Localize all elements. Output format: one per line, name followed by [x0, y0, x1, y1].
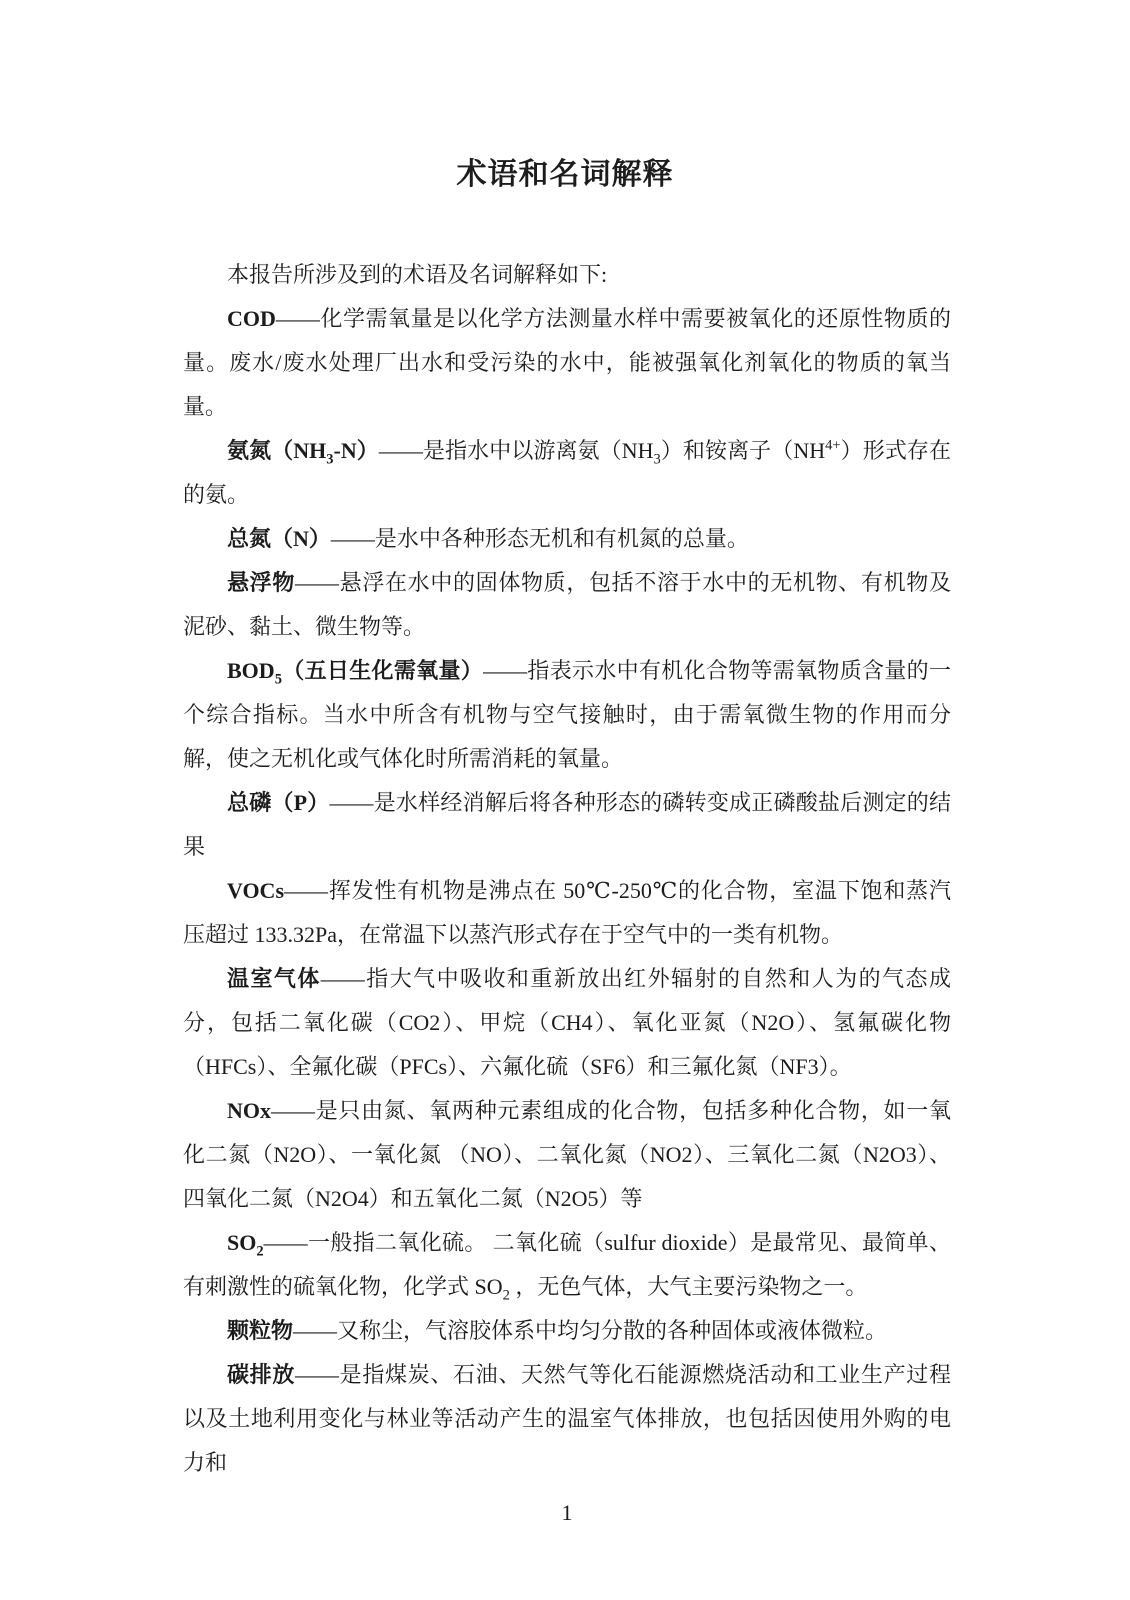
definition-text: 2: [502, 1287, 510, 1304]
definition-text: ）形式存在的氨。: [183, 438, 951, 507]
para-nox: [183, 1089, 951, 1221]
definition-text: ——化学需氧量是以化学方法测量水样中需要被氧化的还原性物质的量。废水/废水处理厂出水和受污染的水中，能被强氧化剂氧化的物质的氧当量。: [183, 306, 951, 419]
term-text: 颗粒物: [227, 1318, 294, 1343]
term-text: （五日生化需氧量）: [281, 658, 484, 683]
term-text: SO: [227, 1230, 257, 1255]
definition-text: ——挥发性有机物是沸点在 50℃-250℃的化合物，室温下饱和蒸汽压超过 133.32Pa，在常温下以蒸汽形式存在于空气中的一类有机物。: [183, 878, 951, 947]
term-text: VOCs: [227, 878, 285, 903]
paragraph-list: [183, 253, 951, 1485]
definition-text: ——又称尘，气溶胶体系中均匀分散的各种固体或液体微粒。: [293, 1318, 888, 1343]
definition-text: ——是水样经消解后将各种形态的磷转变成正磷酸盐后测定的结果: [183, 790, 951, 859]
para-particulate-matter: [183, 1309, 951, 1353]
definition-text: 4+: [825, 437, 841, 454]
definition-text: ——是只由氮、氧两种元素组成的化合物，包括多种化合物，如一氧化二氮（N2O）、一氧化氮 （NO）、二氧化氮（NO2）、三氧化二氮（N2O3）、四氧化二氮（N2O4）和五氧化二氮（N2O5）等: [183, 1098, 951, 1211]
para-total-phosphorus: [183, 781, 951, 869]
definition-text: 3: [653, 451, 661, 468]
para-bod5: [183, 649, 951, 781]
para-total-nitrogen: [183, 517, 951, 561]
page-number: 1: [561, 1500, 573, 1525]
para-cod: [183, 297, 951, 429]
definition-text: ，无色气体，大气主要污染物之一。: [509, 1274, 868, 1299]
term-text: 3: [326, 451, 334, 468]
para-carbon-emission: [183, 1353, 951, 1485]
term-text: 温室气体: [227, 966, 321, 991]
definition-text: ——是指水中以游离氨（NH: [378, 438, 654, 463]
definition-text: ——是指煤炭、石油、天然气等化石能源燃烧活动和工业生产过程以及土地利用变化与林业等活动产生的温室气体排放，也包括因使用外购的电力和: [183, 1362, 951, 1475]
para-greenhouse-gas: [183, 957, 951, 1089]
term-text: 总氮（N）: [227, 526, 331, 551]
term-text: 氨氮（NH: [227, 438, 327, 463]
definition-text: ——指大气中吸收和重新放出红外辐射的自然和人为的气态成分，包括二氧化碳（CO2）、甲烷（CH4）、氧化亚氮（N2O）、氢氟碳化物（HFCs）、全氟化碳（PFCs）、六氟化硫（SF6）和三氟化氮（NF3）。: [183, 966, 951, 1079]
para-so2: [183, 1221, 951, 1309]
definition-text: ——指表示水中有机化合物等需氧物质含量的一个综合指标。当水中所含有机物与空气接触时，由于需氧微生物的作用而分解，使之无机化或气体化时所需消耗的氧量。: [183, 658, 951, 771]
definition-text: ——悬浮在水中的固体物质，包括不溶于水中的无机物、有机物及泥砂、黏土、微生物等。: [183, 570, 951, 639]
definition-text: ）和铵离子（NH: [660, 438, 826, 463]
term-text: COD: [227, 306, 276, 331]
term-text: 2: [256, 1243, 264, 1260]
document-title: 术语和名词解释: [456, 158, 674, 191]
term-text: 总磷（P）: [227, 790, 330, 815]
definition-text: 本报告所涉及到的术语及名词解释如下:: [227, 262, 608, 287]
term-text: 5: [274, 671, 282, 688]
definition-text: ——一般指二氧化硫。 二氧化硫（sulfur dioxide）是最常见、最简单、有刺激性的硫氧化物，化学式 SO: [183, 1230, 951, 1299]
term-text: -N）: [333, 438, 379, 463]
para-vocs: [183, 869, 951, 957]
para-intro: [183, 253, 951, 297]
definition-text: ——是水中各种形态无机和有机氮的总量。: [330, 526, 749, 551]
term-text: BOD: [227, 658, 275, 683]
term-text: 悬浮物: [227, 570, 295, 595]
term-text: NOx: [227, 1098, 271, 1123]
para-suspended-solids: [183, 561, 951, 649]
para-ammonia-nitrogen: [183, 429, 951, 517]
term-text: 碳排放: [227, 1362, 295, 1387]
